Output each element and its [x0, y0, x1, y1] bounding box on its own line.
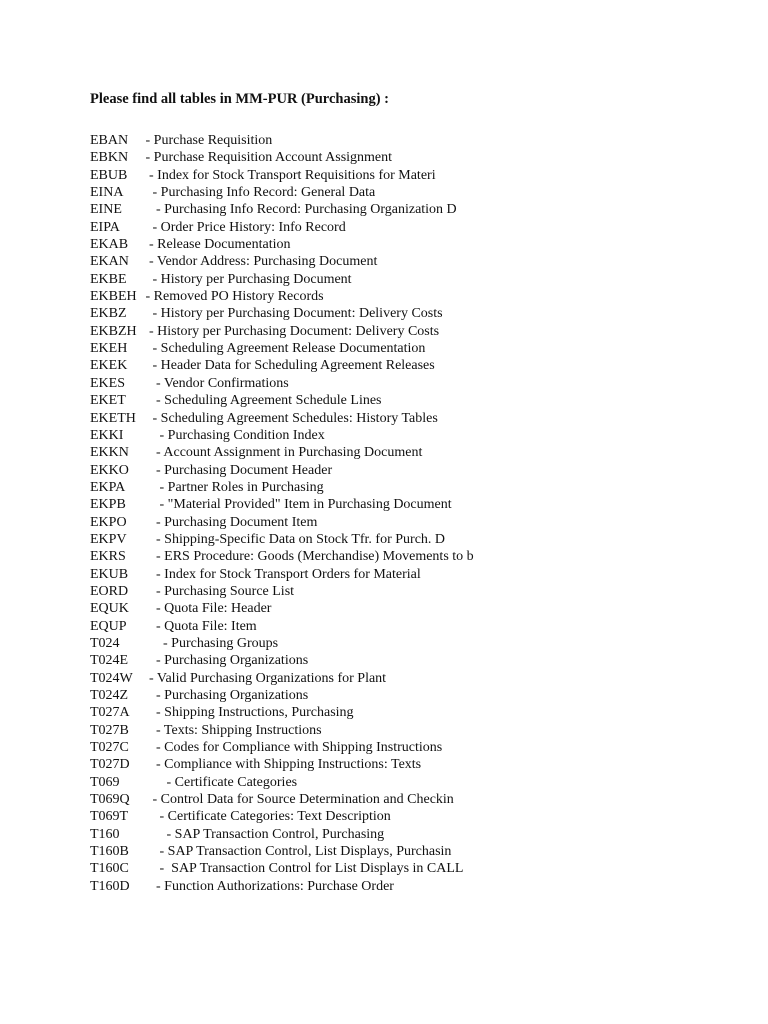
table-code: T069Q — [90, 792, 130, 808]
table-description: - Index for Stock Transport Orders for Material — [142, 566, 421, 582]
table-description: - Scheduling Agreement Schedules: History Tables — [142, 410, 438, 426]
list-item — [90, 531, 750, 548]
table-description: - Index for Stock Transport Requisitions for Materi — [142, 167, 436, 183]
list-item — [90, 323, 750, 340]
table-code: T069T — [90, 809, 129, 825]
table-code: T024 — [90, 635, 120, 651]
table-description: - Compliance with Shipping Instructions: Texts — [142, 757, 422, 773]
table-description: - Removed PO History Records — [142, 289, 324, 305]
table-description: - Scheduling Agreement Release Documentation — [142, 341, 426, 357]
table-code: EQUP — [90, 618, 127, 634]
list-item — [90, 392, 750, 409]
table-code: T160 — [90, 826, 120, 842]
table-code: EKES — [90, 375, 125, 391]
page-title: Please find all tables in MM-PUR (Purchasing) : — [90, 91, 389, 107]
table-description: - History per Purchasing Document: Delivery Costs — [142, 306, 443, 322]
list-item — [90, 808, 750, 825]
table-list — [90, 132, 750, 895]
table-description: - Certificate Categories — [142, 774, 298, 790]
table-code: EKKI — [90, 427, 124, 443]
list-item — [90, 739, 750, 756]
table-code: T160D — [90, 878, 130, 894]
table-description: - Certificate Categories: Text Description — [142, 809, 391, 825]
table-description: - Account Assignment in Purchasing Document — [142, 445, 423, 461]
table-description: - Valid Purchasing Organizations for Plant — [142, 670, 387, 686]
table-code: T027C — [90, 740, 129, 756]
table-code: EKAB — [90, 237, 129, 253]
list-item — [90, 860, 750, 877]
table-description: - SAP Transaction Control, List Displays, Purchasin — [142, 844, 452, 860]
document-body — [90, 90, 750, 895]
list-item — [90, 687, 750, 704]
table-description: - Release Documentation — [142, 237, 291, 253]
list-item — [90, 479, 750, 496]
list-item — [90, 843, 750, 860]
table-description: - Purchase Requisition Account Assignment — [142, 150, 393, 166]
table-code: EKBEH — [90, 289, 137, 305]
list-item — [90, 722, 750, 739]
list-item — [90, 496, 750, 513]
table-code: T027D — [90, 757, 130, 773]
table-code: EBAN — [90, 133, 129, 148]
table-description: - Control Data for Source Determination and Checkin — [142, 792, 454, 808]
table-code: EKRS — [90, 549, 126, 565]
table-description: - Partner Roles in Purchasing — [142, 479, 324, 495]
table-code: EKPA — [90, 479, 126, 495]
table-code: EKET — [90, 393, 126, 409]
table-description: - Shipping-Specific Data on Stock Tfr. for Purch. D — [142, 531, 446, 547]
table-description: - ERS Procedure: Goods (Merchandise) Movements to b — [142, 549, 474, 565]
list-item — [90, 167, 750, 184]
table-description: - Quota File: Header — [142, 601, 272, 617]
list-item — [90, 288, 750, 305]
table-code: EINE — [90, 202, 122, 218]
table-code: EKKN — [90, 445, 129, 461]
table-code: EKUB — [90, 566, 129, 582]
table-code: T069 — [90, 774, 120, 790]
table-description: - Function Authorizations: Purchase Order — [142, 878, 394, 894]
list-item — [90, 444, 750, 461]
list-item — [90, 462, 750, 479]
table-code: EORD — [90, 583, 129, 599]
table-code: T027A — [90, 705, 130, 721]
table-description: - Scheduling Agreement Schedule Lines — [142, 393, 382, 409]
table-description: - Purchasing Source List — [142, 583, 295, 599]
table-description: - Purchase Requisition — [142, 133, 273, 148]
table-code: EKPB — [90, 497, 126, 513]
table-code: EKETH — [90, 410, 136, 426]
table-code: EKKO — [90, 462, 129, 478]
table-code: EBKN — [90, 150, 129, 166]
list-item — [90, 704, 750, 721]
table-description: - Purchasing Info Record: General Data — [142, 185, 376, 201]
table-code: EKAN — [90, 254, 129, 270]
table-code: T027B — [90, 722, 129, 738]
list-item — [90, 618, 750, 635]
list-item — [90, 375, 750, 392]
table-code: T024Z — [90, 688, 129, 703]
table-code: EKPV — [90, 531, 127, 547]
table-description: - History per Purchasing Document: Delivery Costs — [142, 323, 440, 339]
table-description: - Purchasing Condition Index — [142, 427, 325, 443]
table-code: EBUB — [90, 167, 128, 183]
table-code: T024W — [90, 670, 133, 686]
list-item — [90, 184, 750, 201]
table-code: EKEH — [90, 341, 128, 357]
table-code: EINA — [90, 185, 124, 201]
table-code: T160C — [90, 861, 129, 877]
list-item — [90, 271, 750, 288]
list-item — [90, 340, 750, 357]
table-description: - Codes for Compliance with Shipping Instructions — [142, 740, 443, 756]
table-description: - Header Data for Scheduling Agreement Releases — [142, 358, 435, 374]
list-item — [90, 201, 750, 218]
list-item — [90, 826, 750, 843]
table-description: - Vendor Confirmations — [142, 375, 289, 391]
table-code: EKBE — [90, 271, 127, 287]
table-code: EKBZ — [90, 306, 127, 322]
table-description: - Purchasing Info Record: Purchasing Organization D — [142, 202, 457, 218]
list-item — [90, 514, 750, 531]
table-code: EKPO — [90, 514, 127, 530]
list-item — [90, 548, 750, 565]
table-description: - SAP Transaction Control for List Displays in CALL — [142, 861, 464, 877]
table-description: - "Material Provided" Item in Purchasing Document — [142, 497, 452, 513]
table-code: EQUK — [90, 601, 129, 617]
list-item — [90, 253, 750, 270]
list-item — [90, 756, 750, 773]
table-description: - Purchasing Document Header — [142, 462, 333, 478]
list-item — [90, 132, 750, 149]
list-item — [90, 219, 750, 236]
list-item — [90, 583, 750, 600]
list-item — [90, 357, 750, 374]
table-description: - Vendor Address: Purchasing Document — [142, 254, 378, 270]
list-item — [90, 410, 750, 427]
list-item — [90, 652, 750, 669]
list-item — [90, 635, 750, 652]
table-description: - Purchasing Organizations — [142, 688, 309, 703]
list-item — [90, 305, 750, 322]
table-code: T024E — [90, 653, 129, 669]
list-item — [90, 236, 750, 253]
table-code: EKBZH — [90, 323, 137, 339]
table-description: - Purchasing Document Item — [142, 514, 318, 530]
table-description: - Quota File: Item — [142, 618, 257, 634]
list-item — [90, 566, 750, 583]
table-description: - SAP Transaction Control, Purchasing — [142, 826, 385, 842]
table-code: EKEK — [90, 358, 128, 374]
table-code: T160B — [90, 844, 129, 860]
list-item — [90, 600, 750, 617]
list-item — [90, 149, 750, 166]
list-item — [90, 791, 750, 808]
list-item — [90, 878, 750, 895]
list-item — [90, 774, 750, 791]
table-code: EIPA — [90, 219, 120, 235]
table-description: - Shipping Instructions, Purchasing — [142, 705, 354, 721]
list-item — [90, 670, 750, 687]
table-description: - Order Price History: Info Record — [142, 219, 346, 235]
table-description: - Purchasing Groups — [142, 635, 279, 651]
table-description: - Purchasing Organizations — [142, 653, 309, 669]
list-item — [90, 427, 750, 444]
table-description: - History per Purchasing Document — [142, 271, 352, 287]
table-description: - Texts: Shipping Instructions — [142, 722, 322, 738]
